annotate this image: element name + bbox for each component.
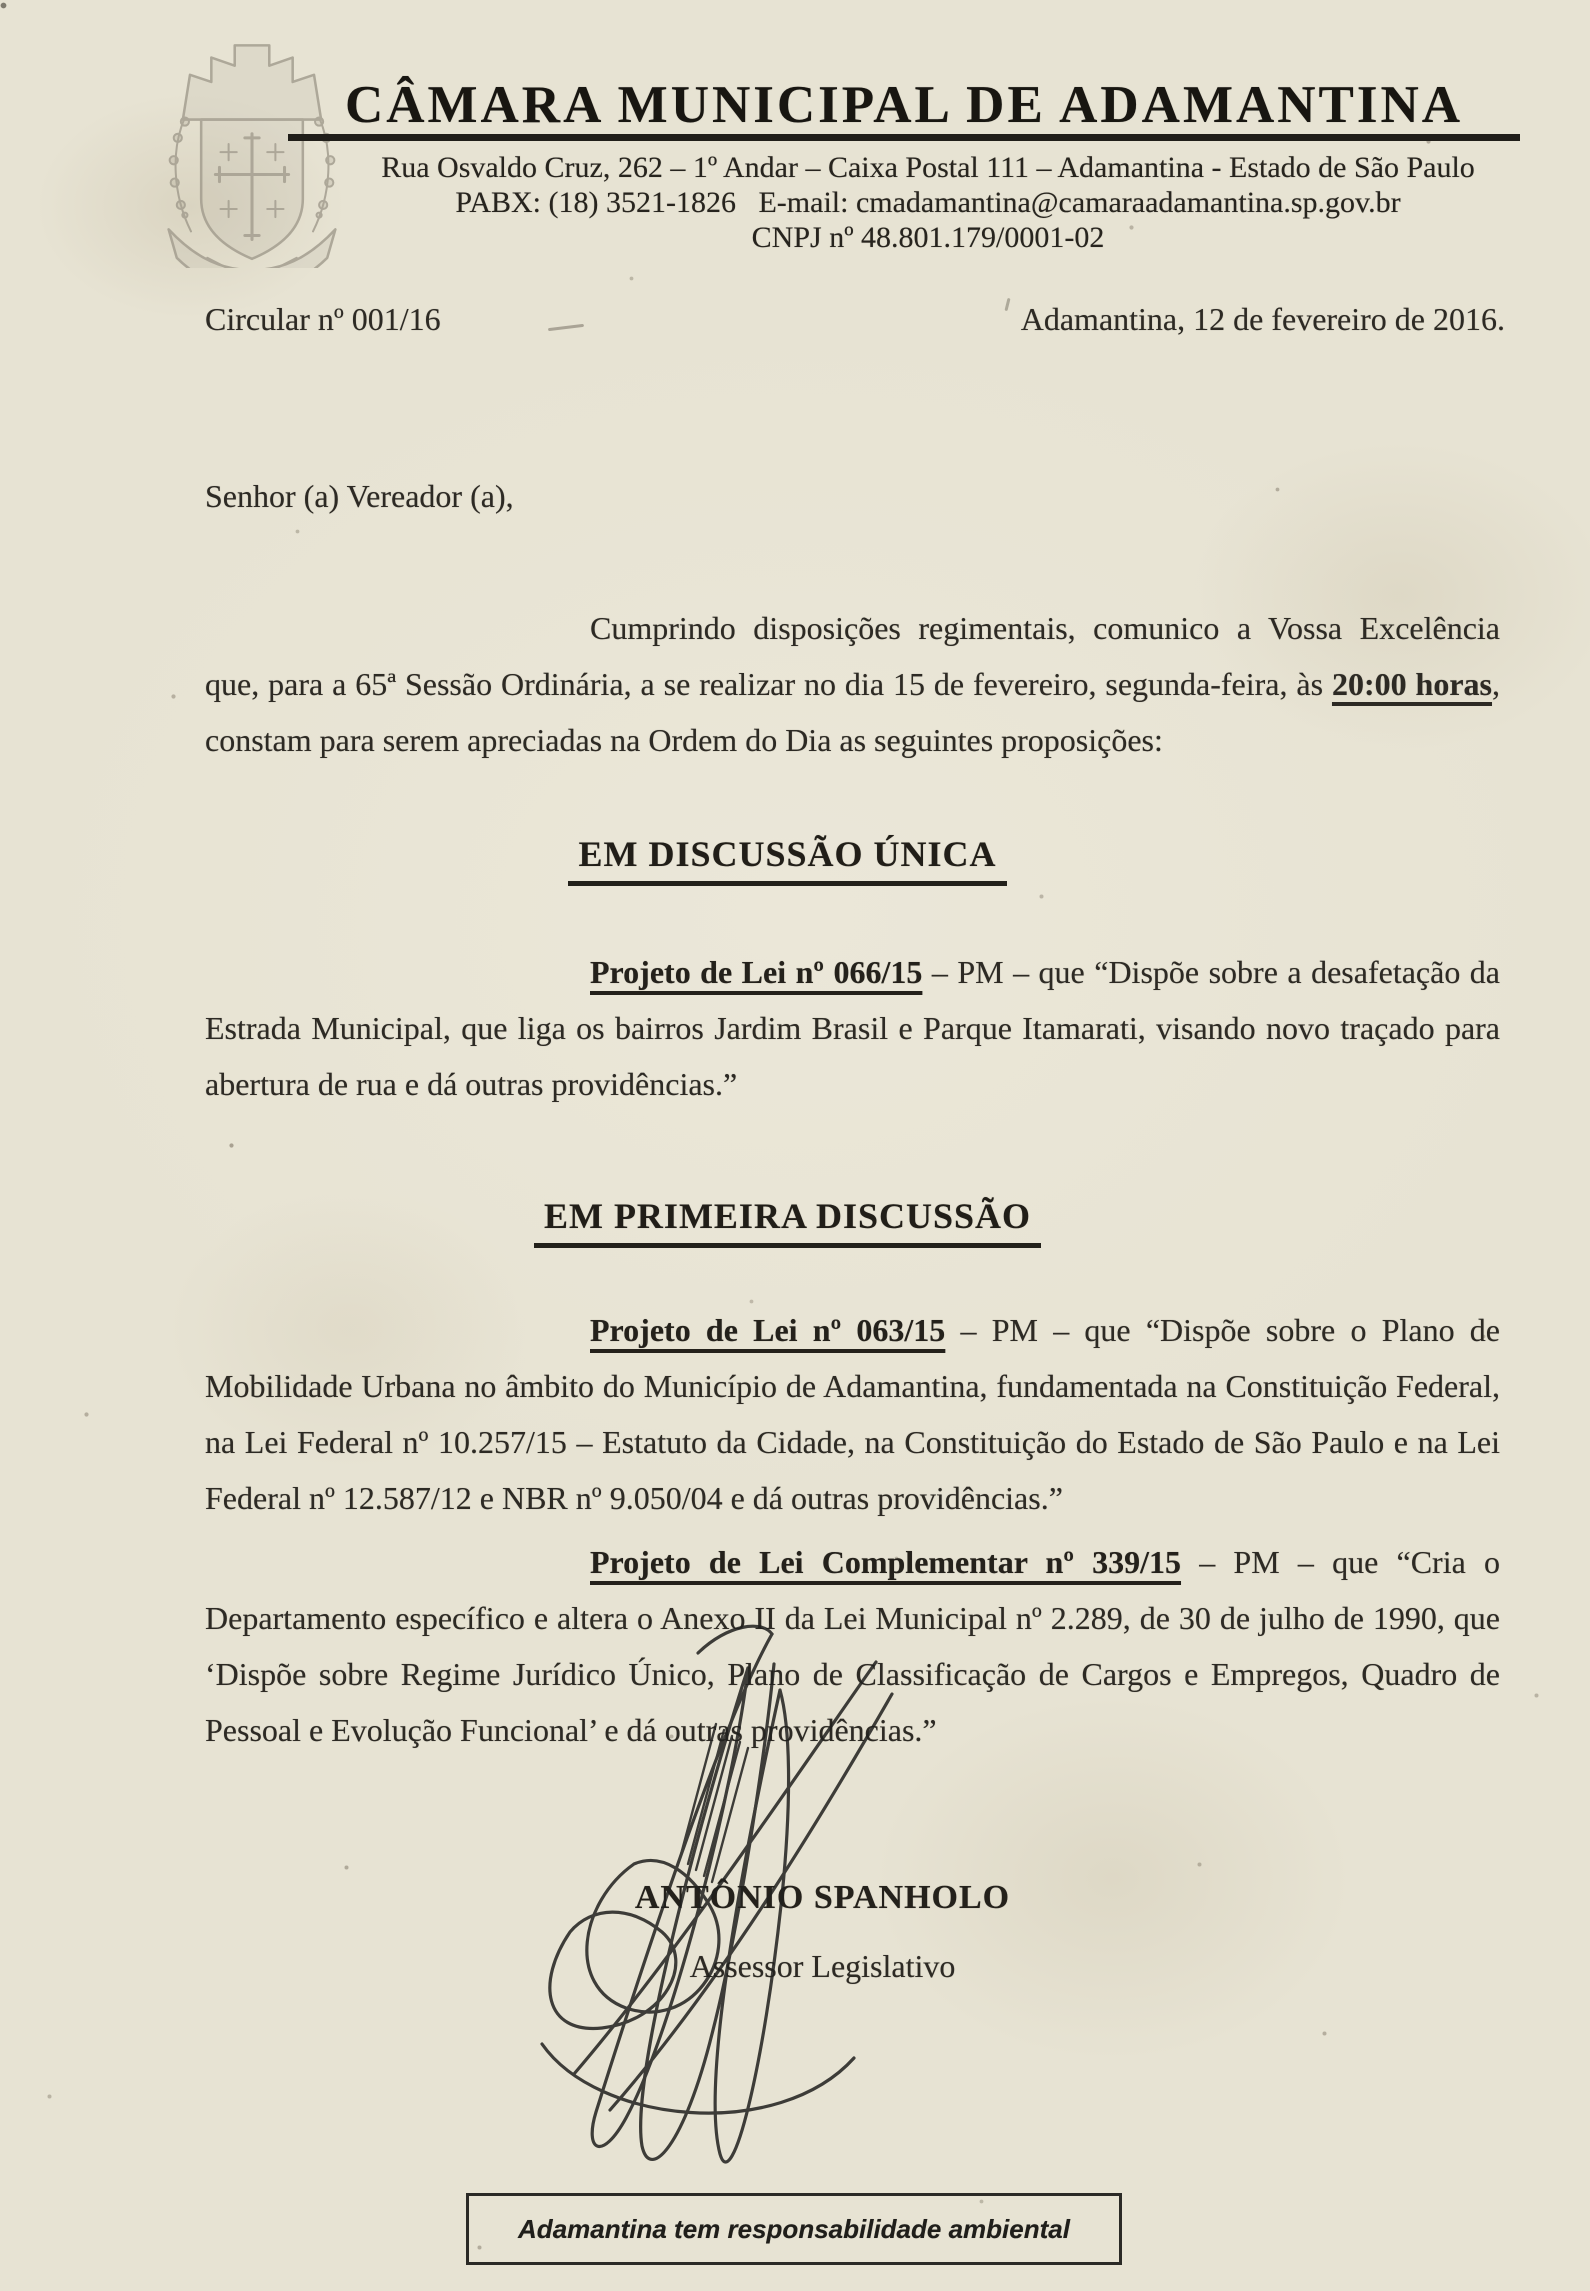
section-heading-discussao-unica: EM DISCUSSÃO ÚNICA: [205, 832, 1370, 886]
bill-item-339-15: [205, 1534, 1500, 1758]
salutation: Senhor (a) Vereador (a),: [205, 478, 514, 514]
dateline: Adamantina, 12 de fevereiro de 2016.: [1020, 301, 1505, 337]
footer-slogan: Adamantina tem responsabilidade ambiental: [518, 2213, 1070, 2244]
bill-text: – PM – que “Dispõe sobre a desafetação da Estrada Municipal, que liga os bairros Jardim Brasil e Parque Itamarati, visando novo traçado para abertura de rua e dá outras providências.”: [205, 954, 1501, 1102]
org-cnpj: CNPJ nº 48.801.179/0001-02: [751, 221, 1105, 255]
session-time-emphasis: 20:00 horas: [1331, 666, 1493, 702]
bill-lead: Projeto de Lei Complementar nº 339/15: [590, 1544, 1182, 1580]
meta-row: [205, 301, 1505, 338]
org-address: Rua Osvaldo Cruz, 262 – 1º Andar – Caixa Postal 111 – Adamantina - Estado de São Paulo: [381, 151, 1475, 185]
footer-banner: [466, 2193, 1122, 2265]
section-heading-primeira-discussao: EM PRIMEIRA DISCUSSÃO: [205, 1194, 1370, 1248]
bill-text: – PM – que “Cria o Departamento específico e altera o Anexo II da Lei Municipal nº 2.289, de 30 de julho de 1990, que ‘Dispõe sobre Regime Jurídico Único, Plano de Classificação de Cargos e Empregos, Quadro de Pessoal e Evolução Funcional’ e dá outras providências.”: [205, 1544, 1501, 1748]
bill-item-063-15: [205, 1302, 1500, 1526]
intro-text-before: Cumprindo disposições regimentais, comunico a Vossa Excelência que, para a 65ª Sessão Ordinária, a se realizar no dia 15 de fevereiro, segunda-feira, às: [205, 610, 1500, 702]
letter-body: [205, 600, 1500, 1994]
circular-number: Circular nº 001/16: [205, 301, 441, 337]
intro-text-after: , constam para serem apreciadas na Ordem do Dia as seguintes proposições:: [205, 666, 1501, 758]
bill-lead: Projeto de Lei nº 066/15: [590, 954, 923, 990]
signatory-name: ANTÔNIO SPANHOLO: [634, 1879, 1011, 1916]
signature-block: [205, 1870, 1500, 1994]
signatory-role: Assessor Legislativo: [689, 1948, 956, 1984]
org-contact: PABX: (18) 3521-1826 E-mail: cmadamantina@camaraadamantina.sp.gov.br: [455, 186, 1401, 220]
bill-text: – PM – que “Dispõe sobre o Plano de Mobilidade Urbana no âmbito do Município de Adamantina, fundamentada na Constituição Federal, na Lei Federal nº 10.257/15 – Estatuto da Cidade, na Constituição do Estado de São Paulo e na Lei Federal nº 12.587/12 e NBR nº 9.050/04 e dá outras providências.”: [205, 1312, 1501, 1516]
bill-item-066-15: [205, 944, 1500, 1112]
org-name: CÂMARA MUNICIPAL DE ADAMANTINA: [288, 80, 1520, 141]
letterhead: [288, 76, 1520, 255]
bill-lead: Projeto de Lei nº 063/15: [590, 1312, 946, 1348]
intro-paragraph: [205, 600, 1500, 768]
letterhead-details: [288, 150, 1520, 255]
